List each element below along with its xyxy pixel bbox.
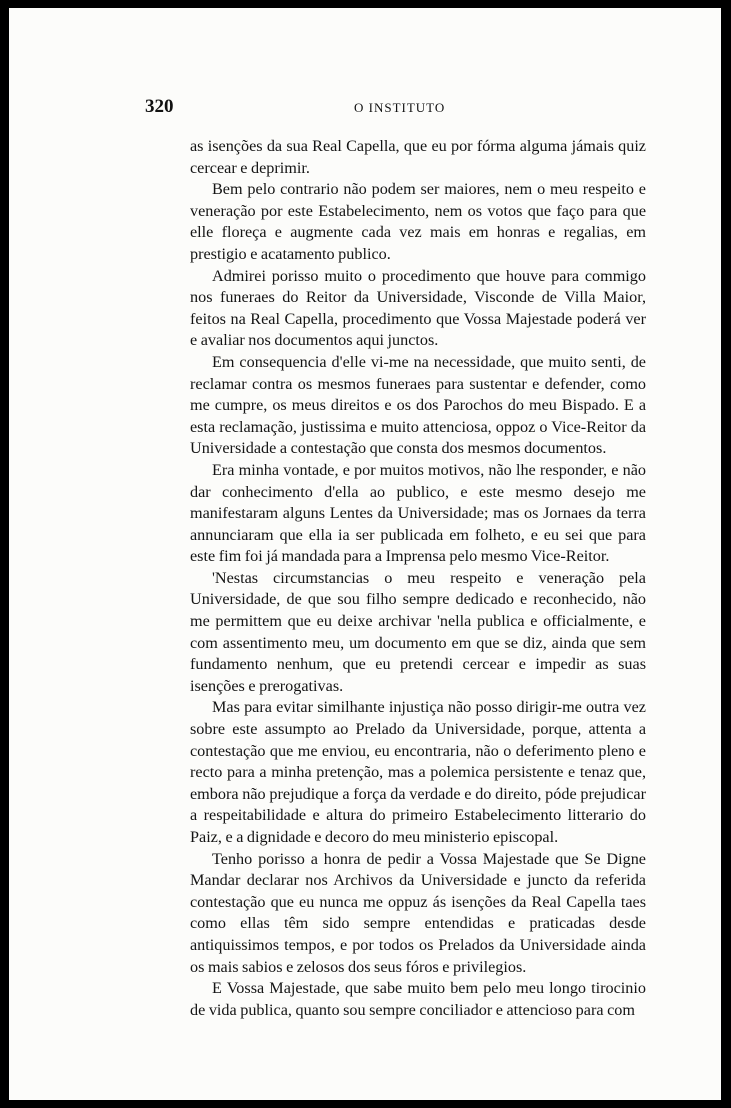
page-header (9, 96, 721, 120)
paragraph: Era minha vontade, e por muitos motivos, não lhe responder, e não dar conhecimento d'ella ao publico, e este mesmo desejo me manifestaram alguns Lentes da Universidade; mas os Jornaes da terra annunciaram que ella ia ser publicada em folheto, e eu sei que para este fim foi já mandada para a Imprensa pelo mesmo Vice-Reitor. (190, 460, 646, 566)
running-head: O INSTITUTO (354, 100, 446, 115)
paragraph: as isenções da sua Real Capella, que eu por fórma alguma jámais quiz cercear e deprimir. (190, 137, 646, 177)
paragraph: E Vossa Majestade, que sabe muito bem pelo meu longo tirocinio de vida publica, quanto sou sempre conciliador e attencioso para com (190, 979, 646, 1019)
page-number: 320 (145, 96, 174, 117)
body-text (190, 136, 646, 1021)
document-page (9, 8, 721, 1100)
paragraph: 'Nestas circumstancias o meu respeito e veneração pela Universidade, de que sou filho sempre dedicado e reconhecido, não me permittem que eu deixe archivar 'nella publica e officialmente, e com assentimento meu, um documento em que se diz, ainda que sem fundamento nenhum, que eu pretendi cercear e impedir as suas isenções e prerogativas. (190, 568, 646, 695)
paragraph: Bem pelo contrario não podem ser maiores, nem o meu respeito e veneração por este Estabelecimento, nem os votos que faço para que elle floreça e augmente cada vez mais em honras e regalias, em prestigio e acatamento publico. (190, 180, 646, 263)
paragraph: Mas para evitar similhante injustiça não posso dirigir-me outra vez sobre este assumpto ao Prelado da Universidade, porque, attenta a contestação que me enviou, eu encontraria, não o deferimento pleno e recto para a minha pretenção, mas a polemica persistente e tenaz que, embora não prejudique a força da verdade e do direito, póde prejudicar a respeitabilidade e altura do primeiro Estabelecimento litterario do Paiz, e a dignidade e decoro do meu ministerio episcopal. (190, 698, 646, 846)
paragraph: Tenho porisso a honra de pedir a Vossa Majestade que Se Digne Mandar declarar nos Archivos da Universidade e juncto da referida contestação que eu nunca me oppuz ás isenções da Real Capella taes como ellas têm sido sempre entendidas e praticadas desde antiquissimos tempos, e por todos os Prelados da Universidade ainda os mais sabios e zelosos dos seus fóros e privilegios. (190, 849, 646, 976)
paragraph: Em consequencia d'elle vi-me na necessidade, que muito senti, de reclamar contra os mesmos funeraes para sustentar e defender, como me cumpre, os meus direitos e os dos Parochos do meu Bispado. E a esta reclamação, justissima e muito attenciosa, oppoz o Vice-Reitor da Universidade a contestação que consta dos mesmos documentos. (190, 352, 646, 458)
paragraph: Admirei porisso muito o procedimento que houve para commigo nos funeraes do Reitor da Universidade, Visconde de Villa Maior, feitos na Real Capella, procedimento que Vossa Majestade poderá ver e avaliar nos documentos aqui junctos. (190, 266, 646, 350)
